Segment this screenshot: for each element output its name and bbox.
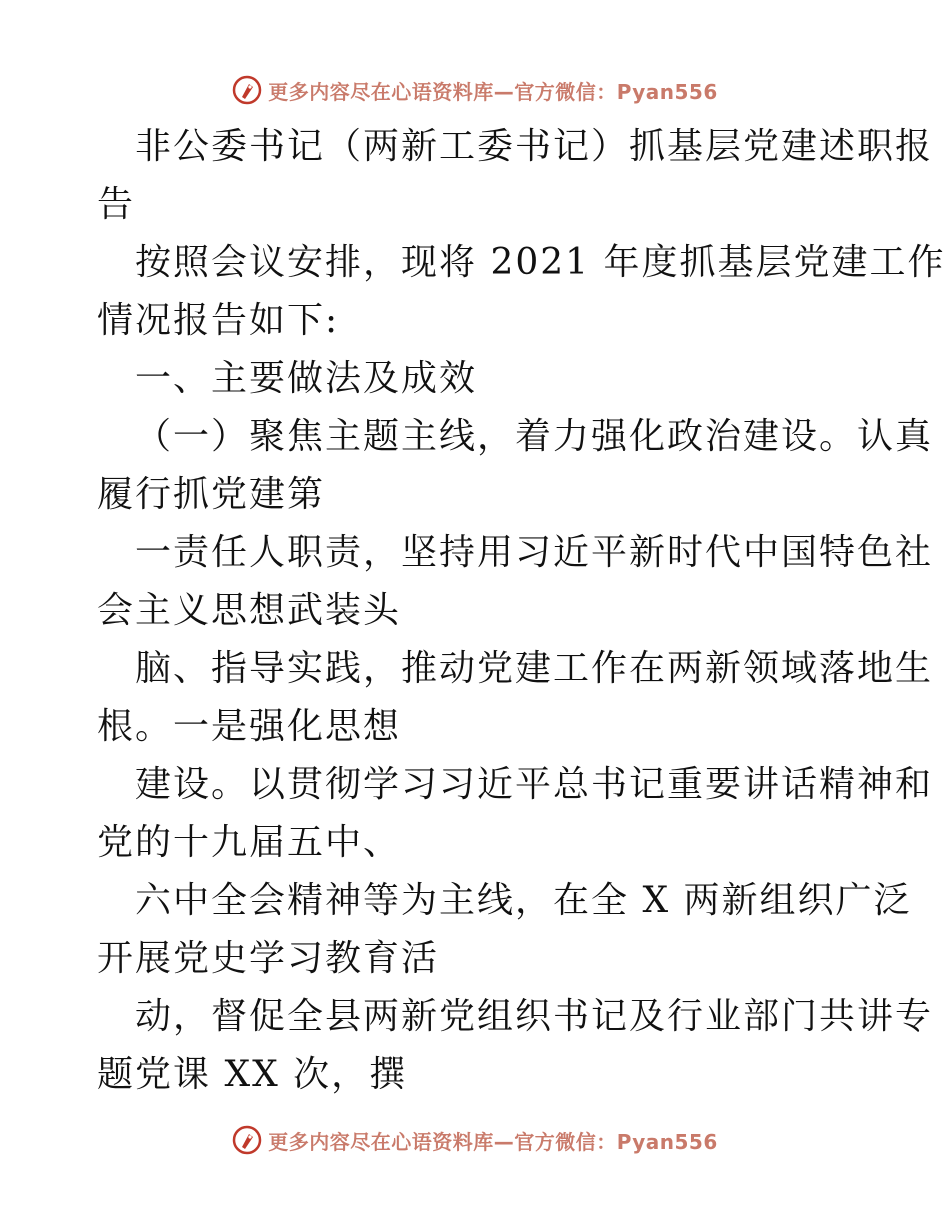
banner-text: 更多内容尽在心语资料库—官方微信：Pyan556: [268, 79, 718, 104]
text-line: 告: [97, 184, 136, 225]
text-line: 六中全会精神等为主线，在全 X 两新组织广泛: [135, 880, 912, 921]
text-line: 履行抓党建第: [97, 474, 326, 515]
text-line: 按照会议安排，现将 2021 年度抓基层党建工作: [135, 242, 946, 283]
text-line: （一）聚焦主题主线，着力强化政治建设。认真: [135, 416, 934, 457]
footer-banner: [0, 1120, 950, 1160]
text-line: 根。一是强化思想: [97, 706, 402, 747]
text-line: 脑、指导实践，推动党建工作在两新领域落地生: [135, 648, 934, 689]
banner-text: 更多内容尽在心语资料库—官方微信：Pyan556: [268, 1129, 718, 1154]
text-line: 会主义思想武装头: [97, 590, 402, 631]
document-body: [97, 118, 946, 1104]
pen-nib-logo-icon: [232, 1125, 262, 1155]
text-line: 动，督促全县两新党组织书记及行业部门共讲专: [135, 996, 934, 1037]
text-line: 建设。以贯彻学习习近平总书记重要讲话精神和: [135, 764, 934, 805]
text-line: 一责任人职责，坚持用习近平新时代中国特色社: [135, 532, 934, 573]
paragraph: [97, 118, 946, 1104]
text-line: 一、主要做法及成效: [135, 358, 478, 399]
text-line: 情况报告如下:: [97, 300, 340, 341]
pen-nib-logo-icon: [232, 75, 262, 105]
text-line: 开展党史学习教育活: [97, 938, 440, 979]
text-line: 党的十九届五中、: [97, 822, 402, 863]
header-banner: [0, 70, 950, 110]
text-line: 题党课 XX 次，撰: [97, 1054, 408, 1095]
text-line: 非公委书记（两新工委书记）抓基层党建述职报: [135, 126, 934, 167]
